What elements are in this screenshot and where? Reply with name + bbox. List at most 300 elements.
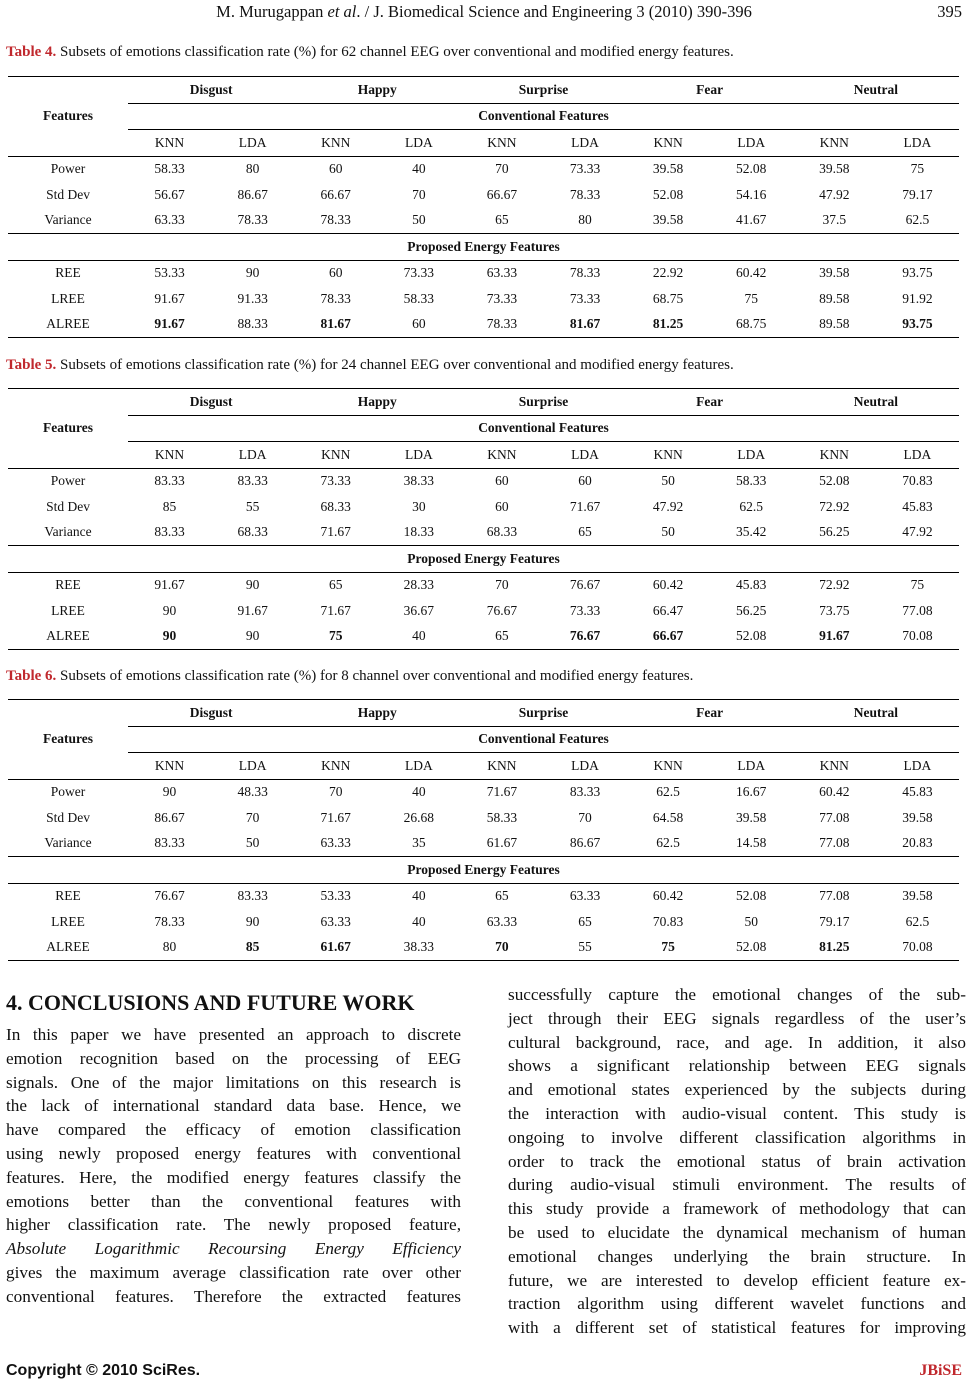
table-cell: 83.33: [154, 473, 185, 489]
classifier-row: [8, 753, 959, 780]
table-cell: 77.08: [793, 831, 876, 857]
running-header: [0, 2, 968, 24]
table-cell: 45.83: [736, 577, 767, 593]
feature-name: ALREE: [8, 312, 128, 338]
table-row: [8, 520, 959, 546]
table-cell: 65: [543, 520, 626, 546]
table-cell: 90: [128, 624, 211, 650]
table-row: [8, 494, 959, 520]
text-line: the interaction with audio-visual content. This study is: [508, 1103, 966, 1123]
table-cell: 71.67: [569, 498, 601, 514]
table-cell: 75: [744, 290, 758, 306]
table-cell: 90: [245, 265, 260, 281]
table-cell: 28.33: [403, 577, 435, 593]
table-cell: 62.5: [905, 913, 930, 929]
table-row: [8, 935, 959, 961]
conventional-features-row: [8, 726, 959, 753]
table-cell: 90: [162, 602, 177, 618]
table-cell: 58.33: [154, 161, 185, 177]
feature-name: ALREE: [8, 935, 128, 961]
table-cell: 63.33: [294, 831, 377, 857]
table-cell: 40: [412, 161, 426, 177]
table-cell: 22.92: [652, 265, 684, 281]
classifier-header: LDA: [710, 753, 793, 780]
table-cell: 65: [460, 208, 543, 234]
table-cell: 52.08: [819, 473, 850, 489]
table-cell: 52.08: [652, 186, 684, 202]
classifier-header: KNN: [793, 753, 876, 780]
table-row: [8, 286, 959, 312]
emotion-header: Surprise: [460, 77, 626, 104]
table-cell: 66.67: [320, 186, 351, 202]
table-cell: 68.75: [710, 312, 793, 338]
classifier-header: KNN: [294, 130, 377, 157]
feature-name: Std Dev: [46, 498, 90, 514]
table-cell: 61.67: [294, 935, 377, 961]
table-5: [8, 388, 959, 650]
table-row: [8, 260, 959, 286]
table-cell: 68.33: [211, 520, 294, 546]
table-cell: 40: [412, 784, 426, 800]
table-cell: 70.08: [876, 624, 959, 650]
classifier-header: LDA: [377, 130, 460, 157]
table-cell: 78.33: [211, 208, 294, 234]
table-cell: 66.67: [486, 186, 518, 202]
classifier-header: LDA: [876, 130, 959, 157]
emotion-header: Happy: [294, 77, 460, 104]
table-row: [8, 779, 959, 805]
text-line: shows a significant relationship between EEG signals: [508, 1056, 966, 1076]
conventional-features-label: Conventional Features: [128, 103, 959, 130]
text-line: gives the maximum average classification rate over other: [6, 1262, 461, 1282]
table-cell: 78.33: [294, 208, 377, 234]
table-6: [8, 699, 959, 961]
table5-caption: [6, 357, 734, 374]
table-cell: 65: [495, 888, 509, 904]
table-cell: 52.08: [710, 935, 793, 961]
classifier-header: LDA: [211, 442, 294, 469]
right-column-text: [508, 983, 966, 1340]
table-cell: 75: [910, 161, 925, 177]
table-cell: 53.33: [154, 265, 185, 281]
table-cell: 62.5: [656, 784, 680, 800]
emotion-header: Disgust: [128, 700, 294, 727]
table6-caption-text: Subsets of emotions classification rate (%) for 8 channel over conventional and modified energy features.: [56, 668, 694, 684]
classifier-header: KNN: [793, 442, 876, 469]
table-cell: 63.33: [128, 208, 211, 234]
table-cell: 81.67: [294, 312, 377, 338]
table-cell: 55: [543, 935, 626, 961]
table-cell: 60: [328, 161, 343, 177]
table-cell: 71.67: [294, 520, 377, 546]
table-cell: 70: [328, 784, 343, 800]
table-row: [8, 624, 959, 650]
emotion-header: Surprise: [460, 389, 626, 416]
table-cell: 47.92: [652, 498, 684, 514]
page-number: 395: [937, 2, 962, 21]
text-line: ject through their EEG signals regardless of the user’s: [508, 1008, 966, 1028]
table-cell: 78.33: [569, 265, 601, 281]
table-cell: 86.67: [543, 831, 626, 857]
classifier-header: KNN: [627, 130, 710, 157]
table6-label: Table 6.: [6, 668, 57, 684]
table-cell: 77.08: [902, 602, 933, 618]
table-cell: 77.08: [819, 888, 850, 904]
classifier-header: KNN: [294, 442, 377, 469]
table-cell: 37.5: [793, 208, 876, 234]
table-cell: 78.33: [320, 290, 351, 306]
text-line: order to track the emotional status of brain activation: [508, 1151, 966, 1171]
table-cell: 56.25: [793, 520, 876, 546]
text-line: signals. One of the major limitations on this research is: [6, 1072, 461, 1092]
table-cell: 50: [377, 208, 460, 234]
table-cell: 60.42: [652, 577, 684, 593]
table-cell: 66.67: [627, 624, 710, 650]
table-cell: 39.58: [736, 809, 767, 825]
table-cell: 70.83: [902, 473, 933, 489]
table-cell: 58.33: [736, 473, 767, 489]
table-cell: 39.58: [627, 208, 710, 234]
table-cell: 40: [412, 888, 426, 904]
table-cell: 14.58: [710, 831, 793, 857]
page-footer: [0, 1362, 968, 1384]
table-cell: 72.92: [819, 498, 850, 514]
table-cell: 83.33: [128, 831, 211, 857]
table-row: [8, 909, 959, 935]
table-cell: 83.33: [237, 473, 268, 489]
table-row: [8, 831, 959, 857]
table-cell: 70: [460, 935, 543, 961]
emotion-header: Disgust: [128, 389, 294, 416]
table-cell: 70: [495, 577, 509, 593]
table-cell: 91.92: [902, 290, 933, 306]
table-cell: 78.33: [154, 913, 185, 929]
table-cell: 50: [627, 520, 710, 546]
feature-name: LREE: [51, 602, 85, 618]
proposed-features-label: Proposed Energy Features: [8, 857, 959, 884]
table-cell: 80: [128, 935, 211, 961]
table-cell: 90: [162, 784, 177, 800]
table-cell: 75: [627, 935, 710, 961]
table-cell: 89.58: [819, 290, 850, 306]
table-cell: 63.33: [569, 888, 601, 904]
text-line: the lack of international standard data base. Hence, we: [6, 1096, 461, 1116]
table-row: [8, 598, 959, 624]
table-cell: 30: [412, 498, 426, 514]
classifier-row: [8, 442, 959, 469]
table-cell: 62.5: [739, 498, 764, 514]
table-cell: 81.67: [543, 312, 626, 338]
proposed-features-label: Proposed Energy Features: [8, 546, 959, 573]
table-cell: 73.33: [320, 473, 351, 489]
classifier-header: LDA: [377, 753, 460, 780]
table-cell: 91.67: [128, 312, 211, 338]
header-etal: et al: [327, 2, 357, 21]
table-cell: 47.92: [876, 520, 959, 546]
emotion-header: Happy: [294, 389, 460, 416]
table-cell: 39.58: [652, 161, 684, 177]
table-4: [8, 76, 959, 338]
table-row: [8, 468, 959, 494]
table-cell: 45.83: [902, 784, 933, 800]
table-cell: 81.25: [627, 312, 710, 338]
text-line: conventional features. Therefore the extracted features: [6, 1286, 461, 1306]
table-cell: 66.47: [652, 602, 684, 618]
text-line: with a different set of statistical features for improving: [508, 1318, 966, 1338]
table-cell: 45.83: [902, 498, 933, 514]
table-cell: 80: [245, 161, 260, 177]
table-cell: 81.25: [793, 935, 876, 961]
conventional-features-label: Conventional Features: [128, 415, 959, 442]
emotion-header: Neutral: [793, 77, 959, 104]
table-cell: 50: [744, 913, 758, 929]
text-line: emotional changes underlying the brain structure. In: [508, 1246, 966, 1266]
table-row: [8, 805, 959, 831]
feature-name: Variance: [8, 520, 128, 546]
table-cell: 54.16: [736, 186, 767, 202]
feature-name: Std Dev: [46, 809, 90, 825]
table-cell: 38.33: [377, 935, 460, 961]
table-cell: 79.17: [902, 186, 933, 202]
table-cell: 60: [377, 312, 460, 338]
proposed-features-row: [8, 546, 959, 573]
classifier-header: KNN: [460, 130, 543, 157]
table-cell: 63.33: [320, 913, 351, 929]
table-cell: 70: [578, 809, 592, 825]
feature-name: Variance: [8, 208, 128, 234]
table-cell: 91.33: [237, 290, 268, 306]
table-cell: 36.67: [403, 602, 435, 618]
table-cell: 73.33: [569, 161, 601, 177]
table-row: [8, 312, 959, 338]
table-cell: 68.33: [460, 520, 543, 546]
table-cell: 91.67: [154, 577, 185, 593]
text-line: In this paper we have presented an approach to discrete: [6, 1025, 461, 1044]
table-cell: 35.42: [710, 520, 793, 546]
table-header-row: [8, 389, 959, 416]
table-cell: 60: [578, 473, 592, 489]
table6-caption: [6, 668, 693, 685]
table-cell: 68.33: [320, 498, 351, 514]
text-line: have compared the efficacy of emotion classification: [6, 1120, 461, 1140]
table-cell: 78.33: [460, 312, 543, 338]
feature-name: Power: [50, 784, 86, 800]
table-cell: 86.67: [237, 186, 268, 202]
emotion-header: Happy: [294, 700, 460, 727]
table-cell: 39.58: [819, 265, 850, 281]
table-cell: 83.33: [128, 520, 211, 546]
journal-abbrev: JBiSE: [919, 1362, 962, 1379]
table-cell: 60.42: [819, 784, 850, 800]
table-cell: 83.33: [569, 784, 601, 800]
emotion-header: Fear: [627, 700, 793, 727]
table-row: [8, 572, 959, 598]
classifier-header: LDA: [876, 442, 959, 469]
feature-name: REE: [55, 888, 81, 904]
table-cell: 70: [495, 161, 509, 177]
features-header: Features: [8, 700, 128, 780]
feature-name: ALREE: [8, 624, 128, 650]
emotion-header: Fear: [627, 389, 793, 416]
table-cell: 73.33: [403, 265, 435, 281]
table-cell: 62.5: [876, 208, 959, 234]
text-line: emotions better than the conventional features with: [6, 1191, 461, 1211]
feature-name: Power: [50, 473, 86, 489]
table-cell: 53.33: [320, 888, 351, 904]
text-line: ongoing to involve different classification algorithms in: [508, 1127, 966, 1147]
feature-name: REE: [55, 265, 81, 281]
table5-label: Table 5.: [6, 357, 57, 373]
header-authors: M. Murugappan: [216, 2, 328, 21]
table-cell: 41.67: [710, 208, 793, 234]
table-cell: 55: [245, 498, 260, 514]
classifier-row: [8, 130, 959, 157]
conventional-features-row: [8, 103, 959, 130]
table-cell: 86.67: [154, 809, 185, 825]
table-row: [8, 156, 959, 182]
text-line: features. Here, the modified energy features classify the: [6, 1167, 461, 1187]
text-line: future, we are interested to develop efficient feature ex-: [508, 1270, 966, 1290]
table-cell: 73.75: [819, 602, 850, 618]
table-cell: 70.83: [652, 913, 684, 929]
classifier-header: LDA: [211, 130, 294, 157]
table-cell: 72.92: [819, 577, 850, 593]
features-header: Features: [8, 389, 128, 469]
table5-caption-text: Subsets of emotions classification rate (%) for 24 channel EEG over conventional and modified energy features.: [56, 357, 734, 373]
table-cell: 70.08: [876, 935, 959, 961]
feature-name: Power: [50, 161, 86, 177]
table-cell: 26.68: [403, 809, 435, 825]
table-cell: 90: [245, 913, 260, 929]
table-row: [8, 182, 959, 208]
table-cell: 60: [495, 498, 509, 514]
feature-name: LREE: [51, 913, 85, 929]
classifier-header: LDA: [876, 753, 959, 780]
text-line: this study provide a framework of methodology that can: [508, 1199, 966, 1219]
section-title: 4. CONCLUSIONS AND FUTURE WORK: [6, 990, 415, 1015]
table-cell: 73.33: [486, 290, 518, 306]
table-cell: 52.08: [736, 161, 767, 177]
features-header: Features: [8, 77, 128, 157]
left-column-text: [6, 1023, 461, 1309]
table-cell: 80: [543, 208, 626, 234]
proposed-features-row: [8, 857, 959, 884]
table-cell: 76.67: [154, 888, 185, 904]
table-cell: 60: [495, 473, 509, 489]
feature-name: Std Dev: [46, 186, 90, 202]
conventional-features-label: Conventional Features: [128, 726, 959, 753]
table-header-row: [8, 77, 959, 104]
proposed-features-label: Proposed Energy Features: [8, 234, 959, 261]
feature-name: REE: [55, 577, 81, 593]
table-cell: 90: [245, 577, 260, 593]
table-cell: 47.92: [819, 186, 850, 202]
table-cell: 56.25: [736, 602, 767, 618]
table-cell: 71.67: [320, 602, 351, 618]
table-cell: 58.33: [486, 809, 518, 825]
table-cell: 38.33: [403, 473, 435, 489]
feature-name: LREE: [51, 290, 85, 306]
table-cell: 85: [211, 935, 294, 961]
table-cell: 61.67: [460, 831, 543, 857]
table-cell: 63.33: [486, 913, 518, 929]
table-cell: 93.75: [876, 312, 959, 338]
table-cell: 40: [412, 913, 426, 929]
table-cell: 20.83: [876, 831, 959, 857]
table-cell: 68.75: [652, 290, 684, 306]
table-cell: 50: [211, 831, 294, 857]
text-line: successfully capture the emotional changes of the sub-: [508, 985, 966, 1004]
table4-caption-text: Subsets of emotions classification rate (%) for 62 channel EEG over conventional and modified energy features.: [56, 44, 734, 60]
table-cell: 50: [661, 473, 675, 489]
table-cell: 70: [245, 809, 260, 825]
table-cell: 65: [328, 577, 343, 593]
table-cell: 91.67: [237, 602, 268, 618]
table-row: [8, 883, 959, 909]
table-cell: 65: [578, 913, 592, 929]
table-cell: 62.5: [627, 831, 710, 857]
table-cell: 16.67: [736, 784, 767, 800]
classifier-header: LDA: [543, 442, 626, 469]
table-cell: 70: [412, 186, 426, 202]
table-cell: 78.33: [569, 186, 601, 202]
header-citation: [0, 2, 968, 22]
table-cell: 64.58: [652, 809, 684, 825]
table-cell: 52.08: [736, 888, 767, 904]
text-line: traction algorithm using different wavelet functions and: [508, 1294, 966, 1314]
classifier-header: KNN: [128, 442, 211, 469]
text-line: be used to elucidate the dynamical mechanism of human: [508, 1222, 966, 1242]
table-cell: 75: [294, 624, 377, 650]
emotion-header: Neutral: [793, 700, 959, 727]
table-cell: 39.58: [819, 161, 850, 177]
table-cell: 76.67: [569, 577, 601, 593]
header-journal: . / J. Biomedical Science and Engineering 3 (2010) 390-396: [356, 2, 752, 21]
table4-label: Table 4.: [6, 44, 57, 60]
emotion-header: Fear: [627, 77, 793, 104]
table-cell: 88.33: [211, 312, 294, 338]
table-cell: 91.67: [154, 290, 185, 306]
table-cell: 71.67: [486, 784, 518, 800]
table-cell: 40: [377, 624, 460, 650]
table-cell: 79.17: [819, 913, 850, 929]
table-cell: 90: [211, 624, 294, 650]
table-cell: 71.67: [320, 809, 351, 825]
table4-caption: [6, 44, 734, 61]
feature-name: Variance: [8, 831, 128, 857]
proposed-features-row: [8, 234, 959, 261]
table-cell: 77.08: [819, 809, 850, 825]
text-line: higher classification rate. The newly proposed feature,: [6, 1215, 461, 1235]
table-cell: 39.58: [902, 888, 933, 904]
table-cell: 73.33: [569, 602, 601, 618]
text-line: emotion recognition based on the processing of EEG: [6, 1048, 461, 1068]
classifier-header: KNN: [128, 753, 211, 780]
table-cell: 93.75: [902, 265, 933, 281]
classifier-header: LDA: [543, 753, 626, 780]
table-cell: 63.33: [486, 265, 518, 281]
text-line: cultural background, race, and age. In addition, it also: [508, 1032, 966, 1052]
table-cell: 75: [910, 577, 925, 593]
table-cell: 65: [460, 624, 543, 650]
emotion-header: Disgust: [128, 77, 294, 104]
table-cell: 76.67: [486, 602, 518, 618]
table-cell: 89.58: [793, 312, 876, 338]
conventional-features-row: [8, 415, 959, 442]
emotion-header: Surprise: [460, 700, 626, 727]
copyright: Copyright © 2010 SciRes.: [6, 1362, 201, 1379]
table-cell: 18.33: [377, 520, 460, 546]
